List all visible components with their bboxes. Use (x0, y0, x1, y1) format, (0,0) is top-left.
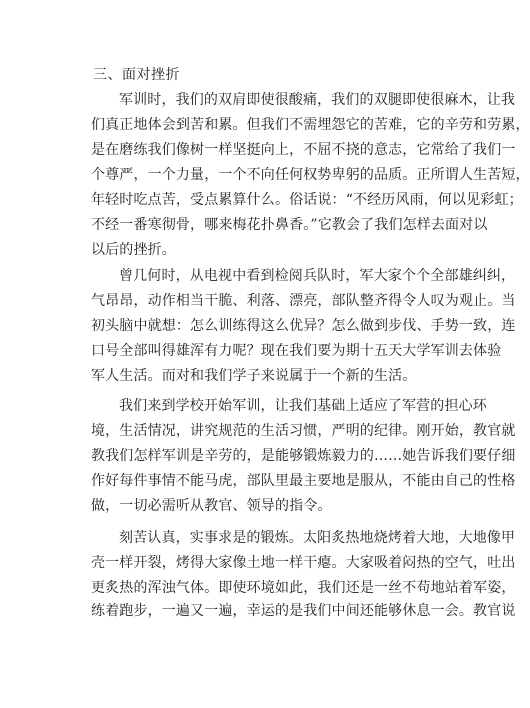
paragraph-line: 曾几何时，从电视中看到检阅兵队时，军大家个个全部雄纠纠， (119, 268, 516, 284)
paragraph-line: 年轻时吃点苦，受点累算什么。俗话说：“不经历风雨，何以见彩虹； (91, 192, 523, 208)
paragraph-4 (91, 526, 516, 622)
paragraph-line: 口号全部叫得雄浑有力呢？现在我们要为期十五天大学军训去体验 (91, 343, 502, 359)
paragraph-line: 我们来到学校开始军训，让我们基础上适应了军营的担心环 (119, 398, 487, 414)
paragraph-line: 做，一切必需听从教官、领导的指令。 (91, 498, 332, 514)
paragraph-line: 练着跑步，一遍又一遍，幸运的是我们中间还能够休息一会。教官说 (91, 603, 516, 619)
paragraph-line: 个尊严，一个力量，一个不向任何权势卑躬的品质。正所谓人生苦短， (91, 167, 530, 183)
paragraph-line: 作好每件事情不能马虎，部队里最主要地是服从，不能由自己的性格 (91, 473, 516, 489)
paragraph-line: 壳一样开裂，烤得大家像土地一样干瘪。大家吸着闷热的空气，吐出 (91, 555, 516, 571)
paragraph-line: 更炙热的浑浊气体。即使环境如此，我们还是一丝不苟地站着军姿， (91, 580, 516, 596)
section-heading: 三、面对挫折 (93, 67, 180, 83)
paragraph-1 (91, 88, 530, 263)
paragraph-line: 气昂昂，动作相当干脆、利落、漂亮，部队整齐得令人叹为观止。当 (91, 293, 516, 309)
paragraph-line: 以后的挫折。 (91, 242, 176, 258)
paragraph-line: 境，生活情况，讲究规范的生活习惯，严明的纪律。刚开始，教官就 (91, 423, 516, 439)
paragraph-line: 刻苦认真，实事求是的锻炼。太阳炙热地烧烤着大地，大地像甲 (119, 530, 516, 546)
paragraph-line: 初头脑中就想：怎么训练得这么优异？怎么做到步伐、手势一致，连 (91, 318, 516, 334)
paragraph-line: 们真正地体会到苦和累。但我们不需埋怨它的苦难，它的辛劳和劳累， (91, 117, 530, 133)
paragraph-line: 不经一番寒彻骨，哪来梅花扑鼻香。”它教会了我们怎样去面对以 (91, 217, 488, 233)
paragraph-line: 军人生活。而对和我们学子来说属于一个新的生活。 (91, 368, 417, 384)
paragraph-line: 教我们怎样军训是辛劳的，是能够锻炼毅力的……她告诉我们要仔细 (91, 448, 516, 464)
paragraph-3 (91, 394, 516, 519)
paragraph-line: 是在磨练我们像树一样坚挺向上，不屈不挠的意志，它常给了我们一 (91, 142, 516, 158)
paragraph-2 (91, 264, 516, 389)
paragraph-line: 军训时，我们的双肩即使很酸痛，我们的双腿即使很麻木，让我 (119, 92, 516, 108)
